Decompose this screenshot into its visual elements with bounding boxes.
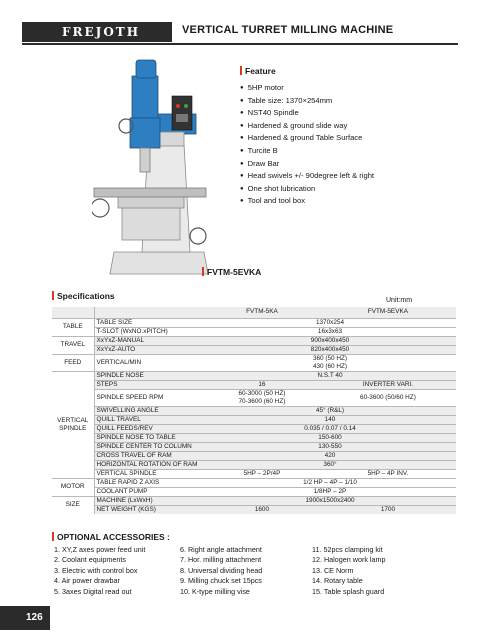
table-row: SPINDLE NOSE TO TABLE 150-600	[52, 433, 456, 442]
table-row: MOTOR TABLE RAPID Z AXIS 1/2 HP – 4P – 1/10	[52, 478, 456, 487]
group-label: MOTOR	[52, 478, 94, 496]
table-row: HORIZONTAL ROTATION OF RAM 360°	[52, 460, 456, 469]
table-row: SPINDLE SPEED RPM 60-3000 (50 HZ) 70-3600 (60 HZ) 60-3600 (50/60 HZ)	[52, 389, 456, 406]
list-item: 8. Universal dividing head	[180, 565, 263, 575]
list-item: 14. Rotary table	[312, 576, 363, 586]
table-row: STEPS 16 INVERTER VARI.	[52, 380, 456, 389]
list-item: 4. Air power drawbar	[54, 576, 120, 586]
list-item: ● Tool and tool box	[240, 195, 470, 208]
list-item: ● 5HP motor	[240, 82, 470, 95]
accessories-column	[312, 545, 386, 597]
accessories-column	[180, 545, 262, 597]
specifications-table	[52, 307, 456, 514]
table-row: T-SLOT (WxNO.xPITCH) 16x3x63	[52, 327, 456, 336]
list-item: ● Hardened & ground slide way	[240, 120, 470, 133]
group-label: TABLE	[52, 318, 94, 336]
list-item: ● Turcite B	[240, 145, 470, 158]
table-row: SPINDLE CENTER TO COLUMN 130-550	[52, 442, 456, 451]
feature-list	[240, 82, 470, 208]
list-item: 11. 52pcs clamping kit	[312, 545, 383, 554]
list-item: 15. Table splash guard	[312, 586, 385, 596]
group-label: FEED	[52, 354, 94, 371]
list-item: 13. CE Norm	[312, 565, 354, 575]
table-row: SIZE MACHINE (LxWxH) 1900x1500x2400	[52, 496, 456, 505]
table-row: VERTICAL SPINDLE SPINDLE NOSE N.S.T 40	[52, 371, 456, 380]
table-row: VERTICAL SPINDLE 5HP – 2P/4P 5HP – 4P INV.	[52, 469, 456, 478]
brand-logo: FREJOTH	[22, 22, 172, 42]
list-item: 7. Hor. milling attachment	[180, 555, 262, 565]
model-column-header: FVTM-5KA	[204, 307, 320, 318]
list-item: ● NST40 Spindle	[240, 107, 470, 120]
list-item: 9. Milling chuck set 15pcs	[180, 576, 262, 586]
table-row: NET WEIGHT (KGS) 1600 1700	[52, 505, 456, 514]
page-number: 126	[0, 606, 50, 630]
table-row: TRAVEL XxYxZ-MANUAL 900x400x450	[52, 336, 456, 345]
unit-label: Unit:mm	[386, 297, 413, 304]
list-item: 5. 3axes Digital read out	[54, 586, 132, 596]
page-header	[0, 0, 480, 48]
list-item: ● Table size: 1370×254mm	[240, 95, 470, 108]
group-label: VERTICAL SPINDLE	[52, 371, 94, 478]
feature-section	[240, 66, 470, 208]
list-item: 1. XY,Z axes power feed unit	[54, 545, 146, 554]
table-row: SWIVELLING ANGLE 45° (R&L)	[52, 406, 456, 415]
accessories-column	[54, 545, 145, 597]
page-title: VERTICAL TURRET MILLING MACHINE	[182, 24, 394, 36]
list-item: ● Hardened & ground Table Surface	[240, 132, 470, 145]
table-row: TABLE TABLE SIZE 1370x254	[52, 318, 456, 327]
milling-machine-illustration	[92, 56, 222, 276]
group-label: TRAVEL	[52, 336, 94, 354]
list-item: ● Head swivels +/- 90degree left & right	[240, 170, 470, 183]
table-row: QUILL TRAVEL 140	[52, 415, 456, 424]
table-row: COOLANT PUMP 1/8HP – 2P	[52, 487, 456, 496]
list-item: 12. Halogen work lamp	[312, 555, 386, 565]
list-item: ● Draw Bar	[240, 158, 470, 171]
list-item: 3. Electric with control box	[54, 565, 138, 575]
model-column-header: FVTM-5EVKA	[320, 307, 456, 318]
table-row: CROSS TRAVEL OF RAM 420	[52, 451, 456, 460]
list-item: 6. Right angle attachment	[180, 545, 262, 554]
table-header-row	[52, 307, 456, 318]
specifications-heading: Specifications	[52, 291, 115, 301]
list-item: 10. K-type milling vise	[180, 586, 250, 596]
accessories-heading: OPTIONAL ACCESSORIES :	[52, 532, 170, 542]
group-label: SIZE	[52, 496, 94, 514]
table-row: XxYxZ-AUTO 820x400x450	[52, 345, 456, 354]
feature-heading: Feature	[240, 66, 470, 76]
model-label: FVTM-5EVKA	[202, 267, 261, 277]
header-divider	[22, 43, 458, 45]
table-row: QUILL FEEDS/REV 0.035 / 0.07 / 0.14	[52, 424, 456, 433]
table-row: FEED VERTICAL/MIN 360 (50 HZ) 430 (60 HZ)	[52, 354, 456, 371]
list-item: ● One shot lubrication	[240, 183, 470, 196]
list-item: 2. Coolant equipments	[54, 555, 126, 565]
